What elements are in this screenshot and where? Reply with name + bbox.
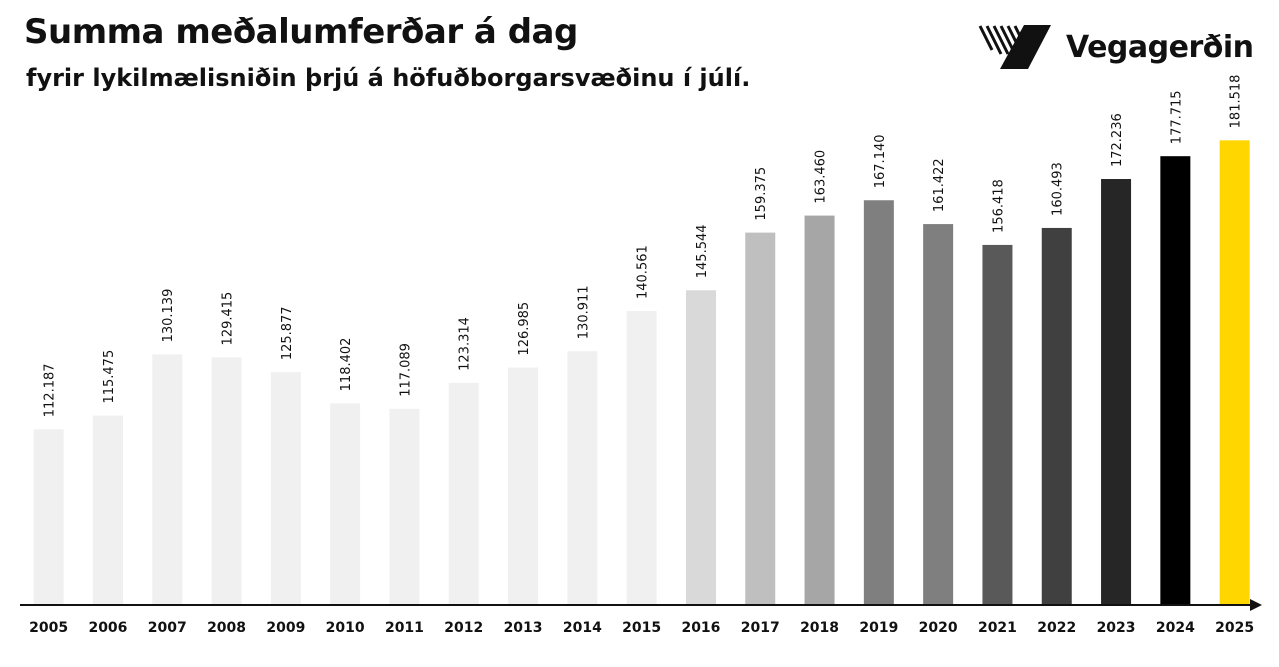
bar-2014 (567, 351, 597, 605)
x-tick-labels-group (29, 620, 1254, 636)
data-label-2023: 172.236 (1110, 113, 1126, 168)
bar-2016 (686, 290, 716, 605)
x-tick-label-2014: 2014 (562, 620, 602, 636)
data-label-2006: 115.475 (101, 349, 117, 404)
bar-2011 (389, 409, 419, 605)
x-tick-label-2005: 2005 (29, 620, 69, 636)
x-tick-label-2008: 2008 (207, 620, 247, 636)
x-tick-label-2019: 2019 (859, 620, 899, 636)
data-label-2012: 123.314 (457, 317, 473, 371)
x-tick-label-2023: 2023 (1096, 620, 1136, 636)
brand-name: Vegagerðin (1066, 29, 1254, 65)
bar-2008 (212, 357, 242, 605)
data-label-2014: 130.911 (576, 285, 592, 340)
bar-2017 (745, 233, 775, 605)
data-label-2020: 161.422 (932, 158, 948, 213)
x-tick-label-2016: 2016 (681, 620, 721, 636)
x-tick-label-2024: 2024 (1155, 620, 1195, 636)
bar-2018 (805, 216, 835, 605)
bar-2010 (330, 403, 360, 605)
data-label-2021: 156.418 (991, 179, 1007, 233)
x-tick-label-2025: 2025 (1215, 620, 1255, 636)
data-label-2019: 167.140 (872, 134, 888, 189)
x-tick-label-2010: 2010 (325, 620, 365, 636)
x-tick-label-2013: 2013 (503, 620, 543, 636)
chart-subtitle: fyrir lykilmælisniðin þrjú á höfuðborgarsvæðinu í júlí. (26, 64, 751, 92)
data-label-2018: 163.460 (813, 149, 829, 204)
x-tick-label-2012: 2012 (444, 620, 484, 636)
data-label-2024: 177.715 (1169, 90, 1185, 145)
x-tick-label-2009: 2009 (266, 620, 306, 636)
bar-2020 (923, 224, 953, 605)
x-tick-label-2017: 2017 (740, 620, 780, 636)
data-label-2007: 130.139 (161, 288, 177, 343)
data-label-2010: 118.402 (339, 337, 355, 392)
bar-2009 (271, 372, 301, 605)
x-tick-label-2015: 2015 (622, 620, 662, 636)
bar-2007 (152, 354, 182, 605)
bar-2022 (1042, 228, 1072, 605)
data-label-2017: 159.375 (754, 166, 770, 221)
bar-2005 (34, 429, 64, 605)
x-tick-label-2011: 2011 (384, 620, 424, 636)
bar-2019 (864, 200, 894, 605)
x-tick-label-2007: 2007 (147, 620, 187, 636)
bar-2021 (982, 245, 1012, 605)
bar-2023 (1101, 179, 1131, 605)
chart-title: Summa meðalumferðar á dag (24, 12, 578, 52)
x-tick-label-2018: 2018 (800, 620, 840, 636)
bar-2025 (1220, 140, 1250, 605)
x-tick-label-2020: 2020 (918, 620, 958, 636)
data-label-2022: 160.493 (1050, 162, 1066, 216)
bar-2013 (508, 368, 538, 605)
bars-group (34, 140, 1250, 605)
bar-2012 (449, 383, 479, 605)
bar-2006 (93, 416, 123, 605)
data-label-2025: 181.518 (1228, 74, 1244, 129)
bar-2015 (627, 311, 657, 605)
x-tick-label-2021: 2021 (977, 620, 1017, 636)
x-axis-arrow-icon (1250, 599, 1262, 611)
bar-2024 (1160, 156, 1190, 605)
data-label-2005: 112.187 (42, 363, 58, 418)
data-label-2016: 145.544 (694, 224, 710, 279)
x-tick-label-2022: 2022 (1037, 620, 1077, 636)
data-label-2009: 125.877 (279, 306, 295, 361)
data-label-2011: 117.089 (398, 343, 414, 397)
data-label-2013: 126.985 (517, 301, 533, 356)
data-label-2015: 140.561 (635, 245, 651, 299)
x-tick-label-2006: 2006 (88, 620, 128, 636)
data-label-2008: 129.415 (220, 291, 236, 346)
